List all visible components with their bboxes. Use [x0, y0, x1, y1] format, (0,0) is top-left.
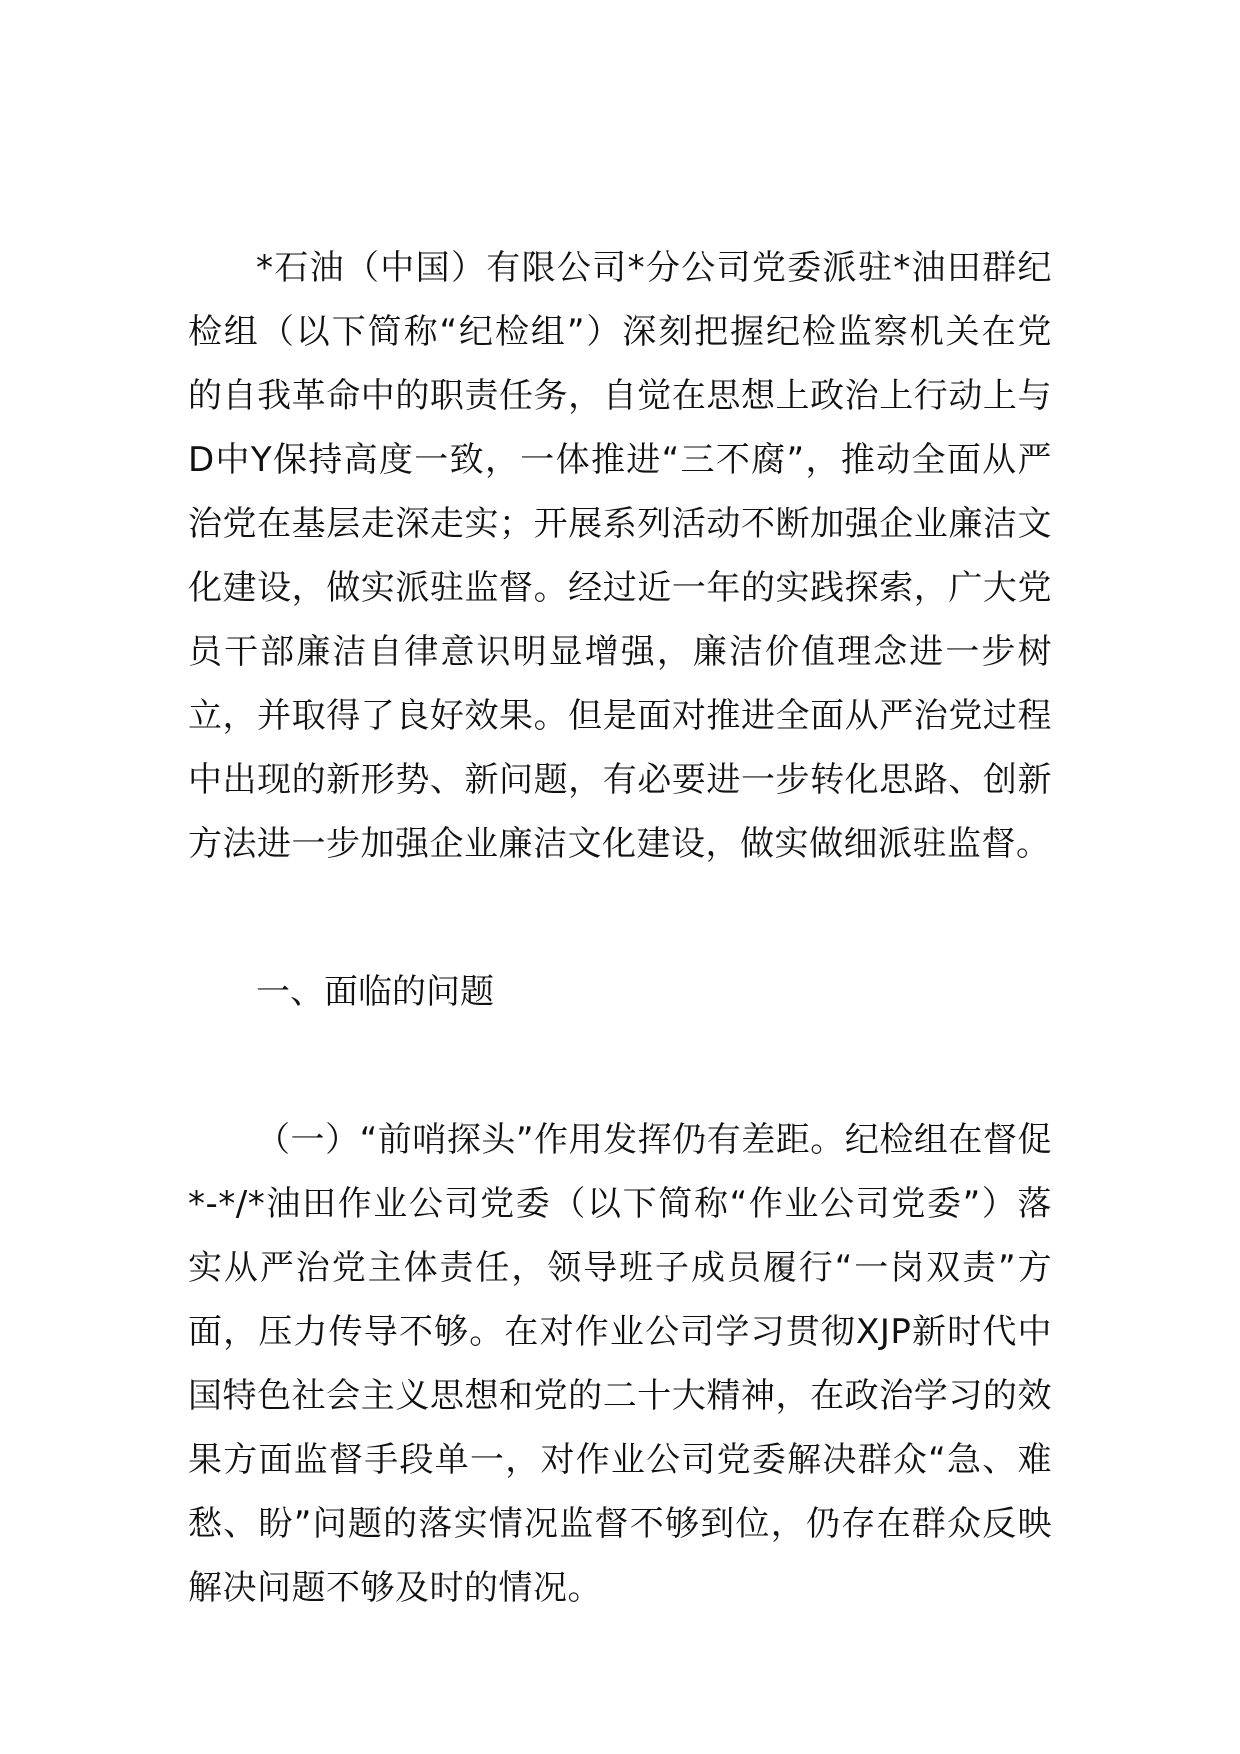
subsection-paragraph: （一）“前哨探头”作用发挥仍有差距。纪检组在督促*-*/*油田作业公司党委（以下简称“作业公司党委”）落实从严治党主体责任，领导班子成员履行“一岗双责”方面，压力传导不够。在对作业公司学习贯彻XJP新时代中国特色社会主义思想和党的二十大精神，在政治学习的效果方面监督手段单一，对作业公司党委解决群众“急、难愁、盼”问题的落实情况监督不够到位，仍存在群众反映解决问题不够及时的情况。: [188, 1120, 1052, 1608]
document-body: [188, 236, 1052, 1620]
section-heading: 一、面临的问题: [256, 972, 494, 1012]
intro-paragraph: *石油（中国）有限公司*分公司党委派驻*油田群纪检组（以下简称“纪检组”）深刻把握纪检监察机关在党的自我革命中的职责任务，自觉在思想上政治上行动上与D中Y保持高度一致，一体推进“三不腐”，推动全面从严治党在基层走深走实；开展系列活动不断加强企业廉洁文化建设，做实派驻监督。经过近一年的实践探索，广大党员干部廉洁自律意识明显增强，廉洁价值理念进一步树立，并取得了良好效果。但是面对推进全面从严治党过程中出现的新形势、新问题，有必要进一步转化思路、创新方法进一步加强企业廉洁文化建设，做实做细派驻监督。: [188, 248, 1052, 864]
